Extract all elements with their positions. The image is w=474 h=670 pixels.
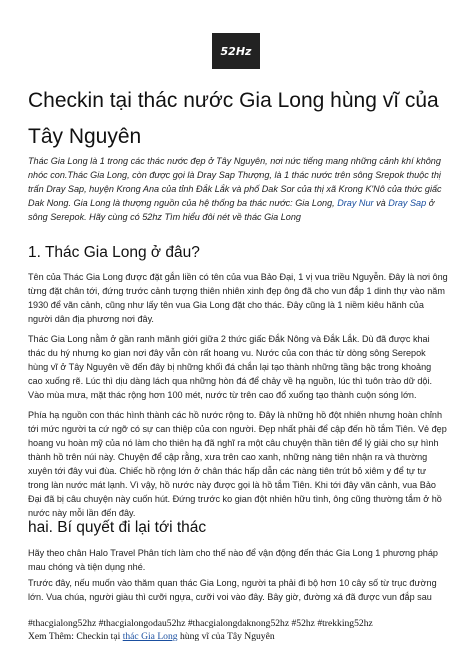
- section-heading-travel: hai. Bí quyết đi lại tới thác: [28, 519, 207, 536]
- paragraph: Trước đây, nếu muốn vào thăm quan thác Gia Long, người ta phải đi bộ hơn 10 cây số từ trục đường lớn. Vua chúa, người giàu thì cưỡi ngựa, cưỡi voi vào đây. Bây giờ, đường xá đã được vun đắp sau: [28, 578, 437, 602]
- section-heading-where: 1. Thác Gia Long ở đâu?: [28, 244, 200, 261]
- paragraph: Phía hạ nguồn con thác hình thành các hồ nước rộng to. Đây là những hồ đột nhiên nhưng hoàn chỉnh tới mức người ta cứ ngỡ có sự can thiệp của con người. Đẹp nhất phải để cập đến hồ tắm Tiên. Vẻ đẹp hoang vu hoàn mỹ của nó làm cho thiên hạ đã nghĩ ra một câu chuyện thần tiên để lý giải cho sự hình thành hồ trên núi này. Chuyện để cập rằng, xưa trên cao xanh, những nàng tiên nhận ra và thường xuyên tới đây vui đùa. Chiếc hồ rộng lớn ở chân thác hấp dẫn các nàng tiên trút bỏ xiêm y để tự tư trong làn nước mát lạnh. Vì vậy, hồ nước này được gọi là hồ tắm Tiên. Khi tới đây vãn cảnh, vua Bảo Đại đã bị câu chuyện này cuốn hút. Đứng trước ko gian đột nhiên hữu tình, ông cũng thường tắm ở hồ nước này mỗi lần đến đây.: [28, 410, 447, 518]
- read-more-prefix: Xem Thêm: Checkin tại: [28, 631, 123, 642]
- intro-text-middle: và: [373, 198, 389, 208]
- paragraph: Tên của Thác Gia Long được đặt gắn liền có tên của vua Bảo Đại, 1 vị vua triều Nguyễn. Đây là nơi ông từng đặt chân tới, đứng trước cảnh tượng thiên nhiên xinh đẹp ông đã cho vun đắp 1 dinh thự vào năm 1930 để vãn cảnh, cũng như lấy tên vua Gia Long đặt cho thác. Đây cũng là 1 niềm kiêu hãnh của người dân địa phương nơi đây.: [28, 272, 448, 324]
- intro-paragraph: [28, 154, 448, 224]
- site-logo: 52Hz: [212, 33, 260, 69]
- intro-text-end: ở sông Serepok. Hãy cùng có 52hz Tìm hiểu đôi nét về thác Gia Long: [28, 198, 435, 222]
- read-more-suffix: hùng vĩ của Tây Nguyên: [177, 631, 275, 642]
- footer-read-more: [28, 631, 468, 642]
- intro-text: Thác Gia Long là 1 trong các thác nước đẹp ở Tây Nguyên, nơi nức tiếng mang những cảnh khí không nhóc con.Thác Gia Long, còn được gọi là Dray Sap Thượng, là 1 thác nước trên sông Srepok thuộc thị trấn Dray Sap, huyện Krong Ana của tỉnh Đắk Lắk và phố Dak Sor của thị xã Krong K'Nô của thức giấc Dak Nong. Gia Long là thượng nguồn của hệ thống ba thác nước: Gia Long,: [28, 156, 442, 208]
- link-dray-nur[interactable]: Dray Nur: [337, 198, 374, 208]
- paragraph: Thác Gia Long nằm ở gần ranh mãnh giới giữa 2 thức giấc Đắk Nông và Đắk Lắk. Dù đã được khai thác du hý nhưng ko gian nơi đây vẫn còn rất hoang vu. Nước của con thác từ dòng sông Serepok hùng vĩ ở Tây Nguyên về đến đây bị những khối đá chắn lại tạo thành những tầng bậc trong khoảng cao xuống rẽ. Lúc thì dịu dàng lách qua những hòn đá để chảy về hạ nguồn, lúc thì tuôn trào dữ dội. Vào mùa mưa, mặt thác rộng hơn 100 mét, nước từ trên cao đổ xuống tạo thành cuộn sóng lớn.: [28, 334, 433, 400]
- read-more-link[interactable]: thác Gia Long: [122, 631, 178, 642]
- paragraph: Hãy theo chân Halo Travel Phân tích làm cho thế nào để vận động đến thác Gia Long 1 phương pháp mau chóng và tiện dụng nhé.: [28, 548, 438, 572]
- page-title: Checkin tại thác nước Gia Long hùng vĩ của Tây Nguyên: [28, 89, 439, 148]
- link-dray-sap[interactable]: Dray Sap: [388, 198, 427, 208]
- footer-hashtags: #thacgialong52hz #thacgialongodau52hz #thacgialongdaknong52hz #52hz #trekking52hz: [28, 618, 373, 629]
